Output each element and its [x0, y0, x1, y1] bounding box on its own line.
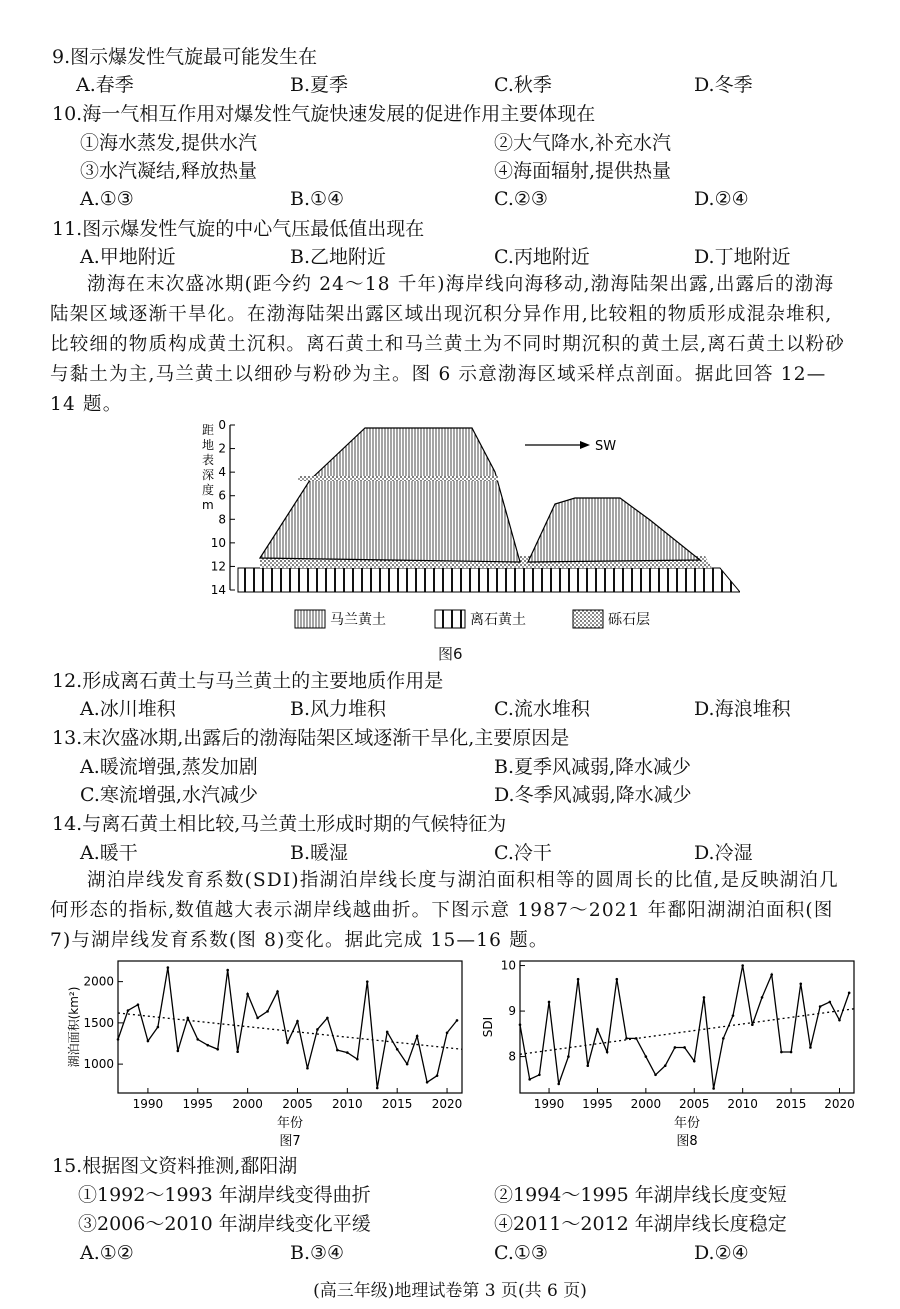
fig6-ytick: 6: [218, 488, 226, 503]
chart-title: 图8: [676, 1134, 698, 1149]
q10-option-c[interactable]: C.②③: [494, 188, 548, 210]
q13-option-d[interactable]: D.冬季风减弱,降水减少: [494, 784, 692, 806]
q15-stem: 15.根据图文资料推测,鄱阳湖: [52, 1155, 298, 1177]
passage-bohai: 渤海在末次盛冰期(距今约 24～18 千年)海岸线向海移动,渤海陆架出露,出露后的渤海陆架区域逐渐干旱化。在渤海陆架出露区域出现沉积分异作用,比较粗的物质形成混杂堆积,比较细的物质构成黄土沉积。离石黄土和马兰黄土为不同时期沉积的黄土层,离石黄土以粉砂与黏土为主,马兰黄土以细砂与粉砂为主。图 6 示意渤海区域采样点剖面。据此回答 12—14 题。: [50, 274, 846, 415]
y-tick-label: 1500: [83, 1015, 114, 1030]
x-tick-label: 2000: [232, 1097, 263, 1111]
q11-option-d[interactable]: D.丁地附近: [694, 246, 791, 268]
fig6-legend-lishi: 离石黄土: [470, 612, 526, 628]
page-footer: (高三年级)地理试卷第 3 页(共 6 页): [313, 1281, 587, 1301]
fig6-ytick: 4: [218, 465, 226, 480]
data-point: [456, 1019, 459, 1022]
y-axis-label: 湖泊面积(km²): [67, 986, 81, 1068]
data-point: [838, 1019, 841, 1022]
y-tick-label: 9: [508, 1004, 516, 1019]
data-point: [336, 1049, 339, 1052]
data-point: [819, 1005, 822, 1008]
fig6-ytick: 8: [218, 512, 226, 527]
q9-option-c[interactable]: C.秋季: [494, 74, 552, 96]
data-point: [799, 982, 802, 985]
y-tick-label: 10: [500, 958, 516, 973]
data-point: [406, 1063, 409, 1066]
data-point: [625, 1037, 628, 1040]
data-point: [356, 1058, 359, 1061]
q15-option-b[interactable]: B.③④: [290, 1242, 345, 1264]
data-point: [538, 1073, 541, 1076]
data-point: [557, 1083, 560, 1086]
data-point: [366, 980, 369, 983]
x-tick-label: 2005: [282, 1097, 313, 1111]
data-point: [177, 1050, 180, 1053]
q10-item-2: ②大气降水,补充水汽: [494, 132, 672, 154]
data-point: [790, 1051, 793, 1054]
q9-option-a[interactable]: A.春季: [76, 74, 134, 96]
fig6-ytick: 2: [218, 441, 226, 456]
q10-option-d[interactable]: D.②④: [694, 188, 749, 210]
data-point: [236, 1050, 239, 1053]
x-tick-label: 2015: [775, 1097, 807, 1111]
q15-option-d[interactable]: D.②④: [694, 1242, 749, 1264]
q14-option-a[interactable]: A.暖干: [80, 842, 138, 864]
q15-option-a[interactable]: A.①②: [80, 1242, 134, 1264]
series-line: [118, 968, 457, 1088]
data-point: [780, 1051, 783, 1054]
q10-item-3: ③水汽凝结,释放热量: [80, 160, 258, 182]
data-point: [326, 1017, 329, 1020]
data-point: [256, 1017, 259, 1020]
fig6-legend-malan: 马兰黄土: [330, 612, 386, 628]
x-axis-label: 年份: [673, 1116, 701, 1131]
q11-option-c[interactable]: C.丙地附近: [494, 246, 590, 268]
data-point: [306, 1067, 309, 1070]
data-point: [436, 1074, 439, 1077]
q12-option-b[interactable]: B.风力堆积: [290, 698, 387, 720]
data-point: [117, 1038, 120, 1041]
y-tick-label: 2000: [83, 974, 114, 989]
data-point: [606, 1051, 609, 1054]
data-point: [616, 978, 619, 981]
data-point: [722, 1037, 725, 1040]
x-tick-label: 1995: [582, 1097, 613, 1111]
q10-item-4: ④海面辐射,提供热量: [494, 160, 672, 182]
q11-option-b[interactable]: B.乙地附近: [290, 246, 387, 268]
chart-title: 图7: [279, 1134, 301, 1149]
q10-item-1: ①海水蒸发,提供水汽: [80, 132, 258, 154]
y-tick-label: 1000: [83, 1057, 114, 1072]
fig6-ytick: 10: [210, 535, 226, 550]
q12-option-a[interactable]: A.冰川堆积: [80, 698, 176, 720]
fig6-ytick: 12: [210, 559, 226, 574]
data-point: [703, 996, 706, 999]
q10-stem: 10.海一气相互作用对爆发性气旋快速发展的促进作用主要体现在: [52, 103, 596, 125]
data-point: [296, 1020, 299, 1023]
data-point: [446, 1031, 449, 1034]
data-point: [693, 1060, 696, 1063]
data-point: [596, 1028, 599, 1031]
x-tick-label: 2020: [431, 1097, 463, 1111]
data-point: [196, 1038, 199, 1041]
q11-option-a[interactable]: A.甲地附近: [80, 246, 176, 268]
data-point: [664, 1064, 667, 1067]
data-point: [206, 1044, 209, 1047]
chart-8-sdi: [462, 955, 862, 1150]
data-point: [246, 993, 249, 996]
q12-option-c[interactable]: C.流水堆积: [494, 698, 590, 720]
data-point: [396, 1048, 399, 1051]
chart-7-lake-area: [60, 955, 470, 1150]
q13-option-a[interactable]: A.暖流增强,蒸发加剧: [80, 756, 258, 778]
data-point: [286, 1041, 289, 1044]
data-point: [316, 1028, 319, 1031]
q14-stem: 14.与离石黄土相比较,马兰黄土形成时期的气候特征为: [52, 813, 507, 835]
data-point: [674, 1046, 677, 1049]
x-tick-label: 2010: [332, 1097, 363, 1111]
plot-frame: [520, 961, 854, 1093]
figure-6-profile: [180, 420, 740, 645]
data-point: [519, 1023, 522, 1026]
data-point: [741, 964, 744, 967]
q15-item-4: ④2011～2012 年湖岸线长度稳定: [494, 1213, 787, 1235]
data-point: [528, 1078, 531, 1081]
data-point: [386, 1031, 389, 1034]
q14-option-b[interactable]: B.暖湿: [290, 842, 349, 864]
data-point: [186, 1017, 189, 1020]
x-axis-label: 年份: [276, 1116, 304, 1131]
x-tick-label: 1990: [132, 1097, 164, 1111]
data-point: [586, 1064, 589, 1067]
data-point: [645, 1055, 648, 1058]
data-point: [654, 1073, 657, 1076]
data-point: [683, 1046, 686, 1049]
q9-stem: 9.图示爆发性气旋最可能发生在: [52, 46, 318, 68]
fig6-ylabel: [202, 423, 214, 512]
data-point: [216, 1048, 219, 1051]
data-point: [127, 1009, 130, 1012]
fig6-ytick: 0: [218, 420, 226, 432]
q10-option-b[interactable]: B.①④: [290, 188, 345, 210]
q10-option-a[interactable]: A.①③: [80, 188, 134, 210]
data-point: [770, 973, 773, 976]
fig6-legend-gravel: 砾石层: [608, 612, 650, 628]
data-point: [761, 996, 764, 999]
data-point: [426, 1081, 429, 1084]
x-tick-label: 2000: [630, 1097, 662, 1111]
data-point: [635, 1037, 638, 1040]
data-point: [226, 969, 229, 972]
data-point: [137, 1003, 140, 1006]
fig6-direction-label: SW: [595, 439, 617, 454]
data-point: [147, 1040, 150, 1043]
x-tick-label: 2015: [381, 1097, 413, 1111]
q13-stem: 13.末次盛冰期,出露后的渤海陆架区域逐渐干旱化,主要原因是: [52, 727, 570, 749]
q15-option-c[interactable]: C.①③: [494, 1242, 548, 1264]
data-point: [567, 1055, 570, 1058]
x-tick-label: 1995: [182, 1097, 214, 1111]
q15-item-2: ②1994～1995 年湖岸线长度变短: [494, 1184, 787, 1206]
q11-stem: 11.图示爆发性气旋的中心气压最低值出现在: [52, 218, 425, 240]
trend-line: [118, 1013, 462, 1049]
q13-option-c[interactable]: C.寒流增强,水汽减少: [80, 784, 258, 806]
y-tick-label: 8: [508, 1049, 516, 1064]
data-point: [828, 1001, 831, 1004]
q12-stem: 12.形成离石黄土与马兰黄土的主要地质作用是: [52, 670, 444, 692]
data-point: [732, 1014, 735, 1017]
q15-item-1: ①1992～1993 年湖岸线变得曲折: [78, 1184, 371, 1206]
data-point: [809, 1046, 812, 1049]
data-point: [376, 1087, 379, 1090]
q15-item-3: ③2006～2010 年湖岸线变化平缓: [78, 1213, 371, 1235]
data-point: [751, 1023, 754, 1026]
y-axis-label: SDI: [481, 1016, 495, 1038]
q9-option-b[interactable]: B.夏季: [290, 74, 349, 96]
q14-option-d[interactable]: D.冷湿: [694, 842, 753, 864]
passage-poyang: 湖泊岸线发育系数(SDI)指湖泊岸线长度与湖泊面积相等的圆周长的比值,是反映湖泊几何形态的指标,数值越大表示湖岸线越曲折。下图示意 1987～2021 年鄱阳湖湖泊面积(图 7)与湖岸线发育系数(图 8)变化。据此完成 15—16 题。: [50, 870, 839, 951]
data-point: [266, 1010, 269, 1013]
fig6-ytick: 14: [210, 583, 226, 597]
fig6-caption: 图6: [438, 645, 463, 663]
data-point: [712, 1087, 715, 1090]
x-tick-label: 2010: [727, 1097, 758, 1111]
data-point: [276, 990, 279, 993]
data-point: [157, 1026, 160, 1029]
q13-option-b[interactable]: B.夏季风减弱,降水减少: [494, 756, 692, 778]
data-point: [848, 992, 851, 995]
q14-option-c[interactable]: C.冷干: [494, 842, 552, 864]
data-point: [577, 978, 580, 981]
data-point: [548, 1001, 551, 1004]
q9-option-d[interactable]: D.冬季: [694, 74, 753, 96]
data-point: [416, 1035, 419, 1038]
data-point: [346, 1051, 349, 1054]
fig6-ylabel-text: 距地表深度 m: [202, 423, 215, 512]
x-tick-label: 2020: [824, 1097, 855, 1111]
x-tick-label: 2005: [678, 1097, 710, 1111]
x-tick-label: 1990: [533, 1097, 565, 1111]
q12-option-d[interactable]: D.海浪堆积: [694, 698, 791, 720]
data-point: [167, 966, 170, 969]
